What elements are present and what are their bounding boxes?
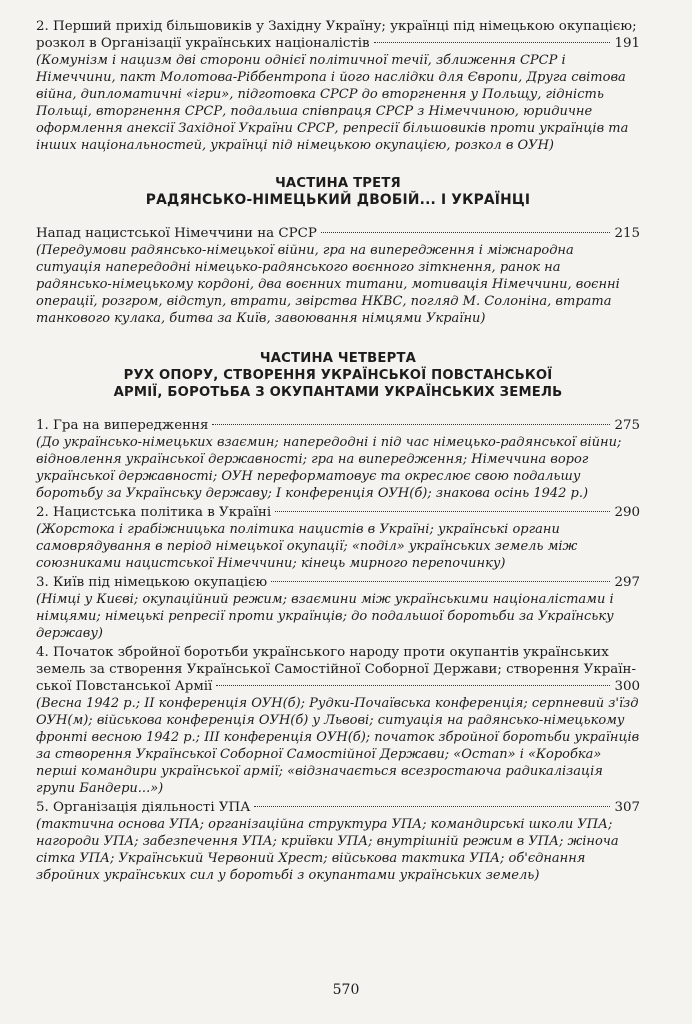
part-title-line: РУХ ОПОРУ, СТВОРЕННЯ УКРАЇНСЬКОЇ ПОВСТАНСЬКОЇ xyxy=(123,368,553,383)
part-four-heading xyxy=(36,350,640,401)
toc-page-number: 275 xyxy=(614,418,640,433)
part-label: ЧАСТИНА ЧЕТВЕРТА xyxy=(259,351,417,366)
toc-entry-title-line: земель за створення Української Самостійної Соборної Держави; створення Україн- xyxy=(36,662,636,677)
toc-entry-5 xyxy=(36,799,640,884)
toc-entry-description: (Передумови радянсько-німецької війни, гра на випередження і міжнародна ситуація напередодні німецько-радянського воєнного зіткнення, ранок на радянсько-німецькому кордоні, два воєнних титани, мотивація Німеччини, воєнні операції, розгром, відступ, втрати, звірства НКВС, погляд М. Солоніна, втрата танкового кулака, битва за Київ, завоювання німцями України) xyxy=(36,243,620,326)
toc-entry-title-text: Напад нацистської Німеччини на СРСР xyxy=(36,226,317,241)
part-label: ЧАСТИНА ТРЕТЯ xyxy=(275,176,401,191)
toc-page-number: 215 xyxy=(614,226,640,241)
toc-entry-title-line: розкол в Організації українських націоналістів xyxy=(36,36,370,51)
toc-entry-title xyxy=(36,644,640,695)
page-number: 570 xyxy=(332,982,360,998)
part-three-heading xyxy=(36,175,640,209)
dot-leader xyxy=(321,232,611,233)
toc-entry-1 xyxy=(36,417,640,502)
toc-entry-title-line: 4. Початок збройної боротьби українського народу проти окупантів українських xyxy=(36,645,609,660)
dot-leader xyxy=(216,685,610,686)
toc-entry-bolshevik-arrival xyxy=(36,18,640,154)
toc-entry-nazi-attack xyxy=(36,225,640,327)
toc-entry-4 xyxy=(36,644,640,797)
toc-entry-description: (Комунізм і нацизм дві сторони однієї політичної течії, зближення СРСР і Німеччини, пакт Молотова-Ріббентропа і його наслідки для Європи, Друга світова війна, дипломатичні «ігри», підготовка СРСР до вторгнення у Польщу, гідність Польщі, вторгнення СРСР, подальша співпраця СРСР з Німеччиною, юридичне оформлення анексії Західної України СРСР, репресії більшовиків проти українців та інших національностей, українці під німецькою окупацією, розкол в ОУН) xyxy=(36,53,629,153)
toc-page-number: 290 xyxy=(614,505,640,520)
toc-entry-description: (тактична основа УПА; організаційна структура УПА; командирські школи УПА; нагороди УПА; забезпечення УПА; криївки УПА; внутрішній режим в УПА; жіноча сітка УПА; Український Червоний Хрест; військова тактика УПА; об'єднання збройних українських сил у боротьбі з окупантами українських земель) xyxy=(36,817,619,883)
dot-leader xyxy=(275,511,610,512)
toc-entry-title xyxy=(36,18,640,52)
toc-entry-title-text: 2. Нацистська політика в Україні xyxy=(36,505,272,520)
toc-entry-description: (Весна 1942 р.; ІІ конференція ОУН(б); Рудки-Почаївська конференція; серпневий з'їзд ОУН(м); військова конференція ОУН(б) у Львові; ситуація на радянсько-німецькому фронті весною 1942 р.; ІІІ конференція ОУН(б); початок збройної боротьби українців за створення Української Соборної Самостійної Держави; «Остап» і «Коробка» перші командири української армії; «відзначається всезростаюча радикалізація групи Бандери...») xyxy=(36,696,640,796)
toc-entry-title-text: 3. Київ під німецькою окупацією xyxy=(36,575,268,590)
table-of-contents xyxy=(36,16,640,884)
toc-entry-title-line: ської Повстанської Армії xyxy=(36,679,213,694)
toc-page-number: 307 xyxy=(614,800,640,815)
toc-entry-2 xyxy=(36,504,640,572)
toc-page-number: 191 xyxy=(614,36,640,51)
part-title-line: АРМІЇ, БОРОТЬБА З ОКУПАНТАМИ УКРАЇНСЬКИХ ЗЕМЕЛЬ xyxy=(113,385,563,400)
dot-leader xyxy=(254,806,610,807)
toc-page-number: 300 xyxy=(614,679,640,694)
toc-entry-title-text: 1. Гра на випередження xyxy=(36,418,209,433)
dot-leader xyxy=(212,424,610,425)
dot-leader xyxy=(374,42,611,43)
toc-entry-title xyxy=(36,574,640,591)
dot-leader xyxy=(271,581,610,582)
toc-page-number: 297 xyxy=(614,575,640,590)
toc-entry-description: (Німці у Києві; окупаційний режим; взаємини між українськими націоналістами і німцями; німецькі репресії проти українців; до подальшої боротьби за Українську державу) xyxy=(36,592,614,641)
toc-entry-title xyxy=(36,799,640,816)
part-title: РАДЯНСЬКО-НІМЕЦЬКИЙ ДВОБІЙ... І УКРАЇНЦІ xyxy=(145,192,531,208)
toc-entry-description: (До українсько-німецьких взаємин; напередодні і під час німецько-радянської війни; відновлення української державності; гра на випередження; Німеччина ворог української державності; ОУН переформатовує та окреслює свою подальшу боротьбу за Українську державу; І конференція ОУН(б); знакова осінь 1942 р.) xyxy=(36,435,622,501)
toc-entry-title xyxy=(36,225,640,242)
toc-entry-title xyxy=(36,417,640,434)
toc-entry-description: (Жорстока і грабіжницька політика нацистів в Україні; українські органи самоврядування в період німецької окупації; «поділ» українських земель між союзниками нацистської Німеччини; кінець мирного перепочинку) xyxy=(36,522,578,571)
toc-entry-title-line: 2. Перший прихід більшовиків у Західну Україну; українці під німецькою окупацією; xyxy=(36,19,637,34)
toc-entry-3 xyxy=(36,574,640,642)
toc-entry-title xyxy=(36,504,640,521)
toc-entry-title-text: 5. Організація діяльності УПА xyxy=(36,800,251,815)
